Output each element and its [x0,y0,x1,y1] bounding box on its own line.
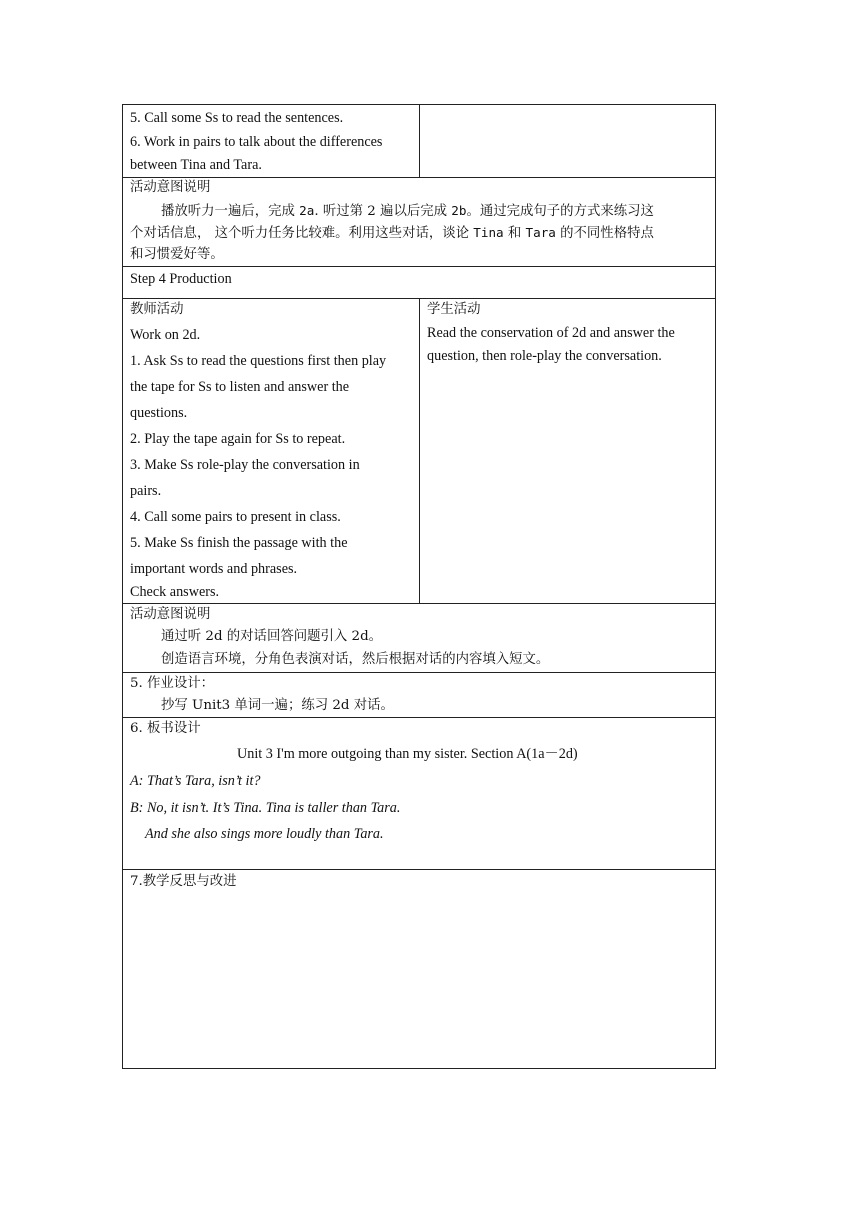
text-run: 和 [503,226,526,241]
intent-line-1 [161,202,654,221]
text-line: pairs. [130,483,162,499]
column-divider [419,298,420,603]
text-line: Check answers. [130,584,220,600]
intent-heading: 活动意图说明 [130,180,211,195]
text-line: Read the conservation of 2d and answer the [427,325,675,341]
homework-text: 抄写 Unit3 单词一遍；练习 2d 对话。 [161,698,394,713]
step-title: Step 4 Production [130,271,232,287]
reflection-heading: 7.教学反思与改进 [130,874,237,889]
text-line: between Tina and Tara. [130,157,262,173]
row-divider [123,177,715,178]
text-line: 3. Make Ss role-play the conversation in [130,457,360,473]
text-line: the tape for Ss to listen and answer the [130,379,350,395]
intent-line-3: 和习惯爱好等。 [130,247,224,262]
text-run: 2b [451,203,467,218]
text-run: 2a [299,203,315,218]
text-run: 的不同性格特点 [555,226,654,241]
text-run: Tara [525,225,556,240]
teacher-heading: 教师活动 [130,302,184,317]
intent-line-2 [130,224,654,243]
text-line: 5. Call some Ss to read the sentences. [130,110,344,126]
column-divider [419,105,420,177]
dialogue-line-b: B: No, it isn’t. It’s Tina. Tina is taller than Tara. [130,800,401,816]
text-run: . 听过第 2 遍以后完成 [314,204,452,219]
text-line: Work on 2d. [130,327,201,343]
board-title: Unit 3 I'm more outgoing than my sister. Section A(1a－2d) [237,746,578,762]
intent-heading: 活动意图说明 [130,607,211,622]
text-run: Tina [473,225,504,240]
row-divider [123,266,715,267]
row-divider [123,672,715,673]
homework-heading: 5. 作业设计： [130,676,214,691]
text-line: 6. Work in pairs to talk about the differences [130,134,383,150]
board-heading: 6. 板书设计 [130,721,201,736]
dialogue-line-c: And she also sings more loudly than Tara. [145,826,384,842]
dialogue-line-a: A: That’s Tara, isn’t it? [130,773,261,789]
intent-line-2: 创造语言环境，分角色表演对话，然后根据对话的内容填入短文。 [161,652,550,667]
text-line: important words and phrases. [130,561,298,577]
text-run: 。通过完成句子的方式来练习这 [466,204,654,219]
text-run: 个对话信息， 这个听力任务比较难。利用这些对话，谈论 [130,226,474,241]
intent-line-1: 通过听 2d 的对话回答问题引入 2d。 [161,629,383,644]
student-heading: 学生活动 [427,302,481,317]
text-line: questions. [130,405,188,421]
text-line: 4. Call some pairs to present in class. [130,509,341,525]
row-divider [123,717,715,718]
text-line: 5. Make Ss finish the passage with the [130,535,348,551]
text-line: 1. Ask Ss to read the questions first then play [130,353,387,369]
text-run: 播放听力一遍后，完成 [161,204,300,219]
text-line: question, then role-play the conversation. [427,348,662,364]
row-divider [123,869,715,870]
row-divider [123,603,715,604]
text-line: 2. Play the tape again for Ss to repeat. [130,431,346,447]
